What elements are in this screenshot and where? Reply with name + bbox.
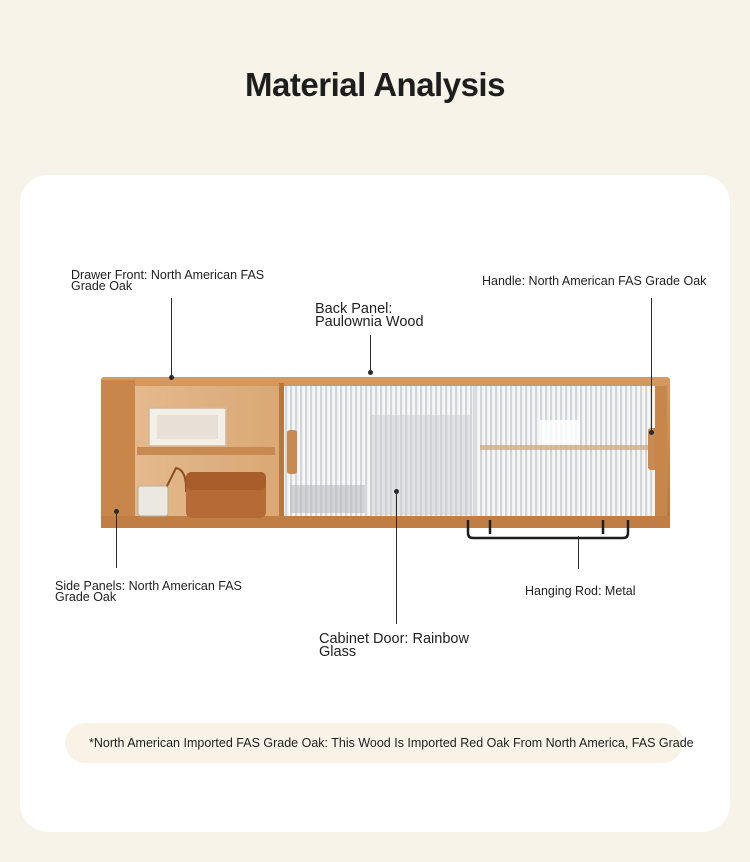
hanging-rod-label: Hanging Rod: Metal bbox=[525, 584, 636, 598]
back-panel-leader-line bbox=[370, 335, 371, 373]
cabinet-door-label-line1: Cabinet Door: Rainbow bbox=[319, 631, 469, 647]
handle-leader-line bbox=[651, 298, 652, 433]
back-panel-label-line2: Paulownia Wood bbox=[315, 314, 424, 330]
cabinet-door-label bbox=[319, 633, 469, 659]
drawer-front-label-line2: Grade Oak bbox=[71, 279, 133, 293]
side-panels-label-line1: Side Panels: North American FAS bbox=[55, 579, 242, 593]
hanging-rod-leader-line bbox=[578, 536, 579, 569]
drawer-front-marker bbox=[169, 375, 174, 380]
page-title: Material Analysis bbox=[245, 66, 505, 103]
cabinet-door-leader-line bbox=[396, 492, 397, 624]
drawer-front-label-line1: Drawer Front: North American FAS bbox=[71, 268, 265, 282]
footnote-banner bbox=[65, 723, 694, 763]
drawer-front-label bbox=[71, 270, 264, 292]
back-panel-marker bbox=[368, 370, 373, 375]
drawer-front-leader-line bbox=[171, 298, 172, 378]
side-panels-leader-line bbox=[116, 512, 117, 568]
cabinet-door-label-line2: Glass bbox=[319, 644, 357, 660]
back-panel-label bbox=[315, 303, 424, 329]
handle-label: Handle: North American FAS Grade Oak bbox=[482, 274, 707, 288]
glass-doors bbox=[284, 386, 667, 516]
side-panels-label bbox=[55, 581, 242, 603]
handle-marker bbox=[649, 430, 654, 435]
back-panel-label-line1: Back Panel: bbox=[315, 301, 393, 317]
side-panels-label-line2: Grade Oak bbox=[55, 590, 117, 604]
footnote-text: *North American Imported FAS Grade Oak: This Wood Is Imported Red Oak From North America, FAS Grade bbox=[89, 736, 694, 750]
